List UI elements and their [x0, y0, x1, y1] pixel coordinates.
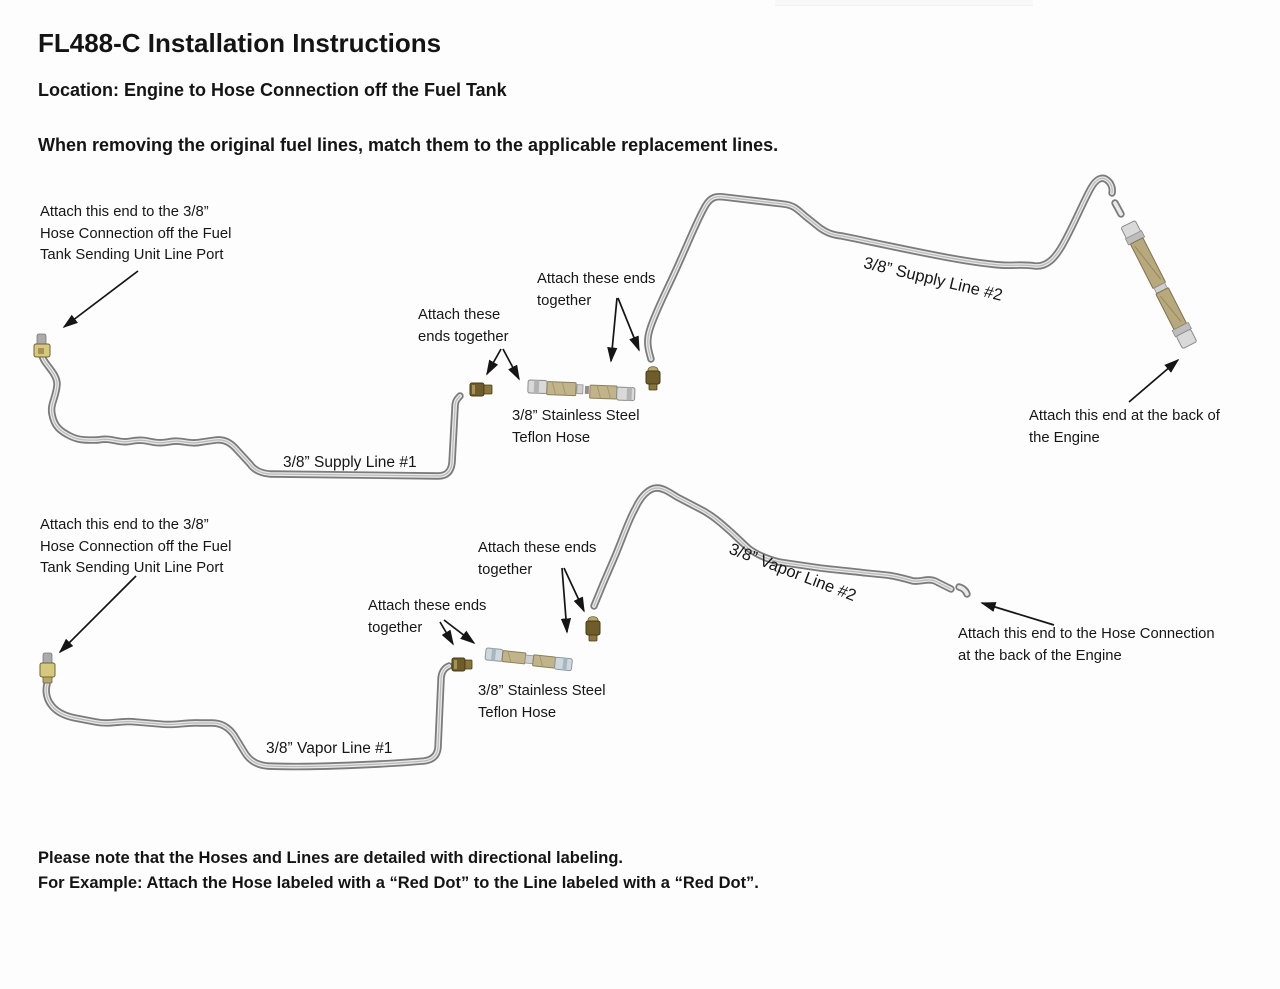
note-line: together	[537, 292, 592, 309]
supply-line-1-label: 3/8” Supply Line #1	[283, 454, 417, 471]
engine-end-note-top	[1029, 406, 1220, 449]
join-note-left-bottom	[368, 596, 486, 639]
join-note-left-top	[418, 305, 509, 348]
supply-line-2-label: 3/8” Supply Line #2	[861, 254, 1005, 305]
note-line: Attach these ends	[537, 271, 656, 287]
note-line: at the back of the Engine	[958, 647, 1122, 664]
teflon-hose-top	[528, 380, 636, 401]
note-line: Attach these ends	[368, 598, 487, 614]
note-line: Attach this end at the back of	[1029, 408, 1220, 424]
hose-label-top	[512, 406, 640, 449]
engine-hose-top	[1120, 220, 1198, 349]
location-line: Location: Engine to Hose Connection off the Fuel Tank	[38, 80, 507, 100]
note-line: Tank Sending Unit Line Port	[40, 560, 224, 576]
note-line: Hose Connection off the Fuel	[40, 538, 232, 555]
teflon-hose-bottom	[485, 648, 573, 671]
note-line: Tank Sending Unit Line Port	[40, 247, 224, 263]
hose-label-bottom	[478, 681, 606, 724]
note-line: Attach this end to the 3/8”	[40, 517, 209, 533]
note-line: Teflon Hose	[478, 704, 557, 721]
supply-line-1-tank-fitting	[34, 334, 50, 357]
vapor-line-2-tube	[594, 488, 967, 606]
note-line: Attach these	[418, 307, 501, 323]
note-line: Attach these ends	[478, 540, 597, 556]
engine-end-note-bottom	[958, 624, 1215, 667]
vapor-line-1-label: 3/8” Vapor Line #1	[266, 740, 393, 757]
tank-end-note-bottom	[40, 515, 231, 580]
annotation-arrows	[60, 271, 1178, 652]
join-note-right-bottom	[478, 538, 596, 581]
vapor-line-2-end-fitting	[586, 617, 600, 641]
note-line: ends together	[418, 328, 509, 345]
vapor-line-1-tank-fitting	[40, 653, 55, 683]
footer-example: For Example: Attach the Hose labeled with a “Red Dot” to the Line labeled with a “Red Dot”.	[38, 874, 759, 892]
vapor-line-1-end-fitting	[452, 658, 472, 671]
vapor-line-2-label: 3/8” Vapor Line #2	[726, 540, 859, 606]
note-line: Attach this end to the Hose Connection	[958, 626, 1215, 642]
join-note-right-top	[537, 269, 655, 312]
note-line: together	[478, 561, 533, 578]
note-line: Teflon Hose	[512, 429, 591, 446]
note-line: Attach this end to the 3/8”	[40, 204, 209, 220]
supply-line-1-end-fitting	[470, 383, 492, 396]
instruction-line: When removing the original fuel lines, match them to the applicable replacement lines.	[38, 135, 779, 155]
note-line: the Engine	[1029, 429, 1100, 446]
page-title: FL488-C Installation Instructions	[38, 28, 442, 58]
note-line: together	[368, 619, 423, 636]
supply-line-2-end-fitting	[646, 367, 660, 390]
note-line: 3/8” Stainless Steel	[512, 408, 640, 424]
note-line: Hose Connection off the Fuel	[40, 225, 232, 242]
tank-end-note-top	[40, 202, 231, 267]
footer-note: Please note that the Hoses and Lines are detailed with directional labeling.	[38, 849, 623, 867]
note-line: 3/8” Stainless Steel	[478, 683, 606, 699]
